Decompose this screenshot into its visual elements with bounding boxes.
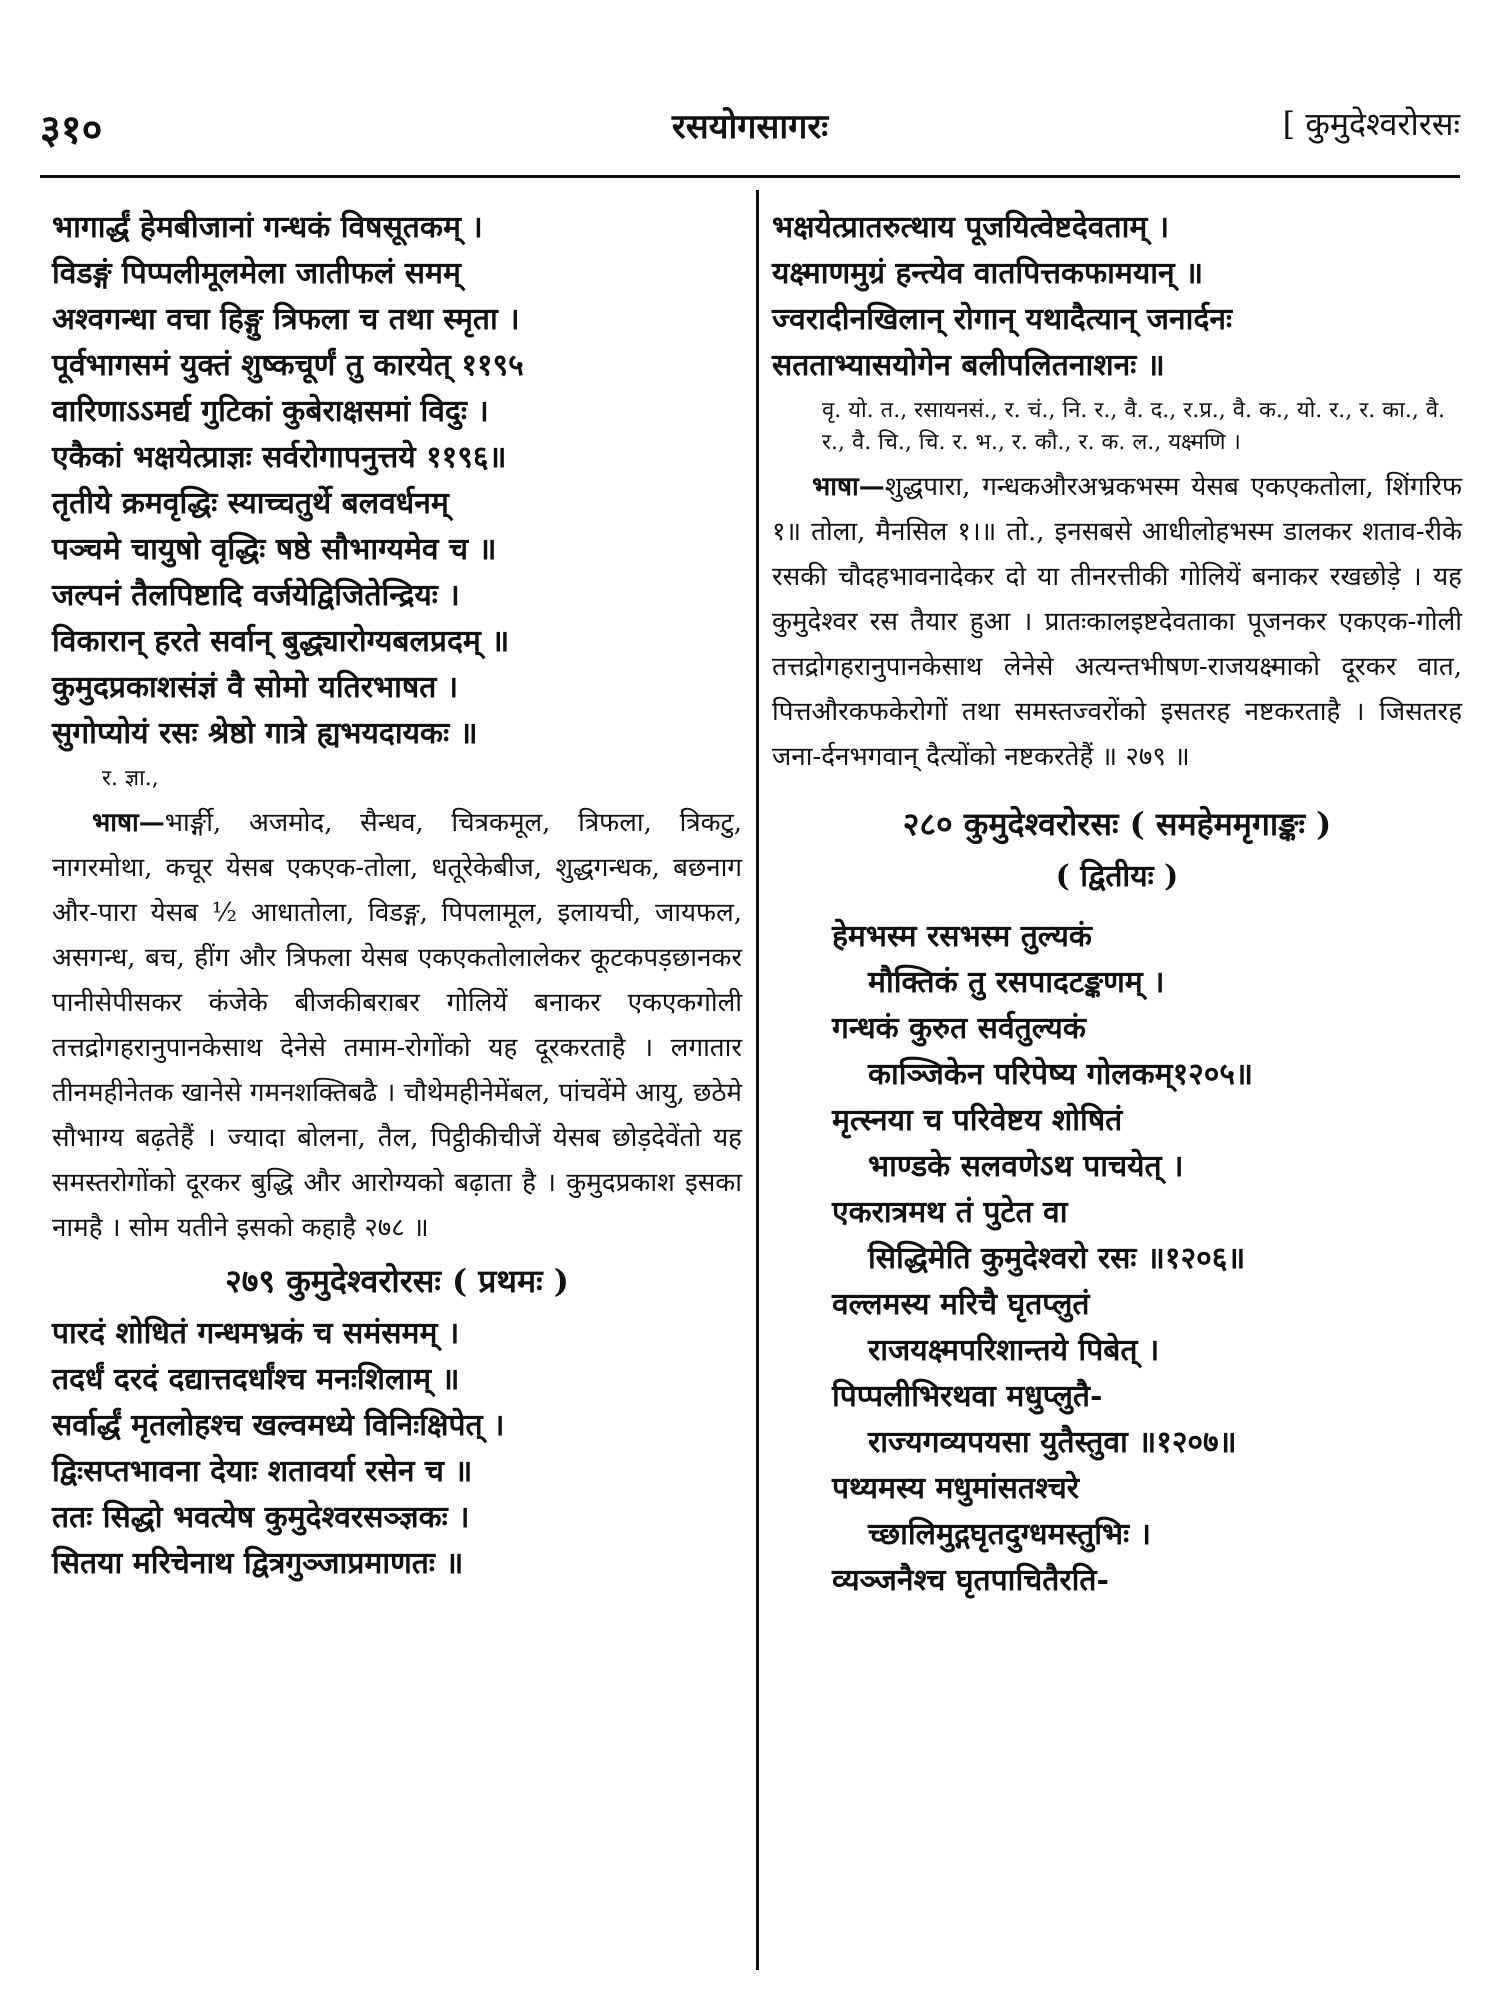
verses-block-a	[52, 205, 742, 757]
verse-line: वल्लमस्य मरिचै घृतप्लुतं	[832, 1287, 1090, 1322]
commentary-label: भाषा—	[92, 808, 165, 838]
verse-line: सर्वार्द्धं मृतलोहश्च खल्वमध्ये विनिःक्षिपेत् ।	[52, 1408, 505, 1443]
verse-line: जल्पनं तैलपिष्टादि वर्जयेद्विजितेन्द्रियः ।	[52, 578, 460, 613]
verse-line: कुमुदप्रकाशसंज्ञं वै सोमो यतिरभाषत ।	[52, 670, 459, 705]
right-column	[772, 205, 1462, 1604]
commentary-paragraph	[52, 801, 742, 1251]
verse-line: पारदं शोधितं गन्धमभ्रकं च समंसमम् ।	[52, 1316, 460, 1351]
column-divider	[756, 190, 759, 1970]
verse-line: एकरात्रमथ तं पुटेत वा	[832, 1195, 1068, 1230]
verse-line: विडङ्गं पिप्पलीमूलमेला जातीफलं समम्	[52, 256, 461, 291]
header-rule	[40, 175, 1460, 178]
verse-line: पञ्चमे चायुषो वृद्धिः षष्ठे सौभाग्यमेव च ॥	[52, 532, 497, 567]
verse-line: राजयक्ष्मपरिशान्तये पिबेत् ।	[868, 1333, 1160, 1368]
verse-line: मौक्तिकं तु रसपादटङ्कणम् ।	[868, 965, 1165, 1000]
verse-line: ततः सिद्धो भवत्येष कुमुदेश्वरसञ्ज्ञकः ।	[52, 1500, 470, 1535]
verse-line: एकैकां भक्षयेत्प्राज्ञः सर्वरोगापनुत्तये ११९६॥	[52, 440, 507, 475]
verse-line: तदर्धं दरदं दद्यात्तदर्धांश्च मनःशिलाम् ॥	[52, 1362, 460, 1397]
verse-line: सतताभ्यासयोगेन बलीपलितनाशनः ॥	[772, 348, 1165, 383]
verse-line: हेमभस्म रसभस्म तुल्यकं	[832, 919, 1092, 954]
book-title: रसयोगसागरः	[671, 107, 829, 147]
verse-line: मृत्स्नया च परिवेष्टय शोषितं	[832, 1103, 1123, 1138]
verse-line: पिप्पलीभिरथवा मधुप्लुतै-	[832, 1379, 1103, 1414]
verse-line: भक्षयेत्प्रातरुत्थाय पूजयित्वेष्टदेवताम् ।	[772, 210, 1170, 245]
verse-line: पथ्यमस्य मधुमांसतश्चरे	[832, 1471, 1080, 1506]
verse-line: भाण्डके सलवणेऽथ पाचयेत् ।	[868, 1149, 1184, 1184]
verse-line: सिद्धिमेति कुमुदेश्वरो रसः ॥१२०६॥	[868, 1241, 1246, 1276]
verse-line: वारिणाऽऽमर्द्य गुटिकां कुबेराक्षसमां विदुः ।	[52, 394, 489, 429]
recipe-subheading: ( द्वितीयः )	[1055, 859, 1179, 894]
verse-line: च्छालिमुद्गघृतदुग्धमस्तुभिः ।	[868, 1517, 1151, 1552]
verse-line: गन्धकं कुरुत सर्वतुल्यकं	[832, 1011, 1086, 1046]
verse-line: भागार्द्धं हेमबीजानां गन्धकं विषसूतकम् ।	[52, 210, 483, 245]
left-column	[52, 205, 742, 1587]
verse-line: काञ्जिकेन परिपेष्य गोलकम्१२०५॥	[868, 1057, 1253, 1092]
verse-line: अश्वगन्धा वचा हिङ्गु त्रिफला च तथा स्मृता ।	[52, 302, 520, 337]
commentary-text: भार्ङ्गी, अजमोद, सैन्धव, चित्रकमूल, त्रिफला, त्रिकटु, नागरमोथा, कचूर येसब एकएक-तोला, धतूरेकेबीज, शुद्धगन्धक, बछनाग और-पारा येसब ½ आधातोला, विडङ्ग, पिपलामूल, इलायची, जायफल, असगन्ध, बच, हींग और त्रिफला येसब एकएकतोलालेकर कूटकपड़छानकर पानीसेपीसकर कंजेके बीजकीबराबर गोलियें बनाकर एकएकगोली तत्तद्रोगहरानुपानकेसाथ देनेसे तमाम-रोगोंको यह दूरकरताहै । लगातार तीनमहीनेतक खानेसे गमनशक्तिबढै । चौथेमहीनेमेंबल, पांचवेंमे आयु, छठेमे सौभाग्य बढ़तेहैं । ज्यादा बोलना, तैल, पिट्ठीकीचीजें येसब छोड़देवेंतो यह समस्तरोगोंको दूरकर बुद्धि और आरोग्यको बढ़ाता है । कुमुदप्रकाश इसका नामहै । सोम यतीने इसको कहाहै २७८ ॥	[52, 808, 743, 1243]
source-reference: वृ. यो. त., रसायनसं., र. चं., नि. र., वै. द., र.प्र., वै. क., यो. र., र. का., वै. र., वै. चि., चि. र. भ., र. कौ., र. क. ल., यक्ष्मणि ।	[822, 398, 1446, 455]
verse-line: पूर्वभागसमं युक्तं शुष्कचूर्णं तु कारयेत् ११९५	[52, 348, 524, 383]
recipe-heading: २८० कुमुदेश्वरोरसः ( समहेममृगाङ्कः )	[902, 805, 1332, 843]
source-reference: र. ज्ञा.,	[102, 766, 159, 791]
verse-line: राज्यगव्यपयसा युतैस्तुवा ॥१२०७॥	[868, 1425, 1237, 1460]
page-header	[40, 100, 1460, 160]
page-number: ३१०	[40, 106, 103, 153]
commentary-text: शुद्धपारा, गन्धकऔरअभ्रकभस्म येसब एकएकतोला, शिंगरिफ १॥ तोला, मैनसिल १।॥ तो., इनसबसे आधीलोहभस्म डालकर शताव-रीके रसकी चौदहभावनादेकर दो या तीनरत्तीकी गोलियें बनाकर रखछोड़े । यह कुमुदेश्वर रस तैयार हुआ । प्रातःकालइष्टदेवताका पूजनकर एकएक-गोली तत्तद्रोगहरानुपानकेसाथ लेनेसे अत्यन्तभीषण-राजयक्ष्माको दूरकर वात, पित्तऔरकफकेरोगों तथा समस्तज्वरोंको इसतरह नष्टकरताहै । जिसतरह जना-र्दनभगवान् दैत्योंको नष्टकरतेहैं ॥ २७९ ॥	[772, 472, 1462, 772]
verse-line: द्विःसप्तभावना देयाः शतावर्या रसेन च ॥	[52, 1454, 473, 1489]
verses-block-b	[52, 1311, 742, 1587]
commentary-paragraph	[772, 465, 1462, 780]
recipe-heading: २७९ कुमुदेश्वरोरसः ( प्रथमः )	[225, 1262, 569, 1300]
verses-block-c	[772, 205, 1462, 389]
verse-line: सुगोप्योयं रसः श्रेष्ठो गात्रे ह्यभयदायकः ॥	[52, 716, 478, 751]
verse-line: ज्वरादीनखिलान् रोगान् यथादैत्यान् जनार्दनः	[772, 302, 1233, 337]
verse-line: सितया मरिचेनाथ द्वित्रगुञ्जाप्रमाणतः ॥	[52, 1546, 464, 1581]
verse-line: विकारान् हरते सर्वान् बुद्ध्यारोग्यबलप्रदम् ॥	[52, 624, 510, 659]
commentary-label: भाषा—	[812, 472, 885, 502]
verses-block-d	[772, 914, 1462, 1604]
verse-line: यक्ष्माणमुग्रं हन्त्येव वातपित्तकफामयान् ॥	[772, 256, 1204, 291]
verse-line: तृतीये क्रमवृद्धिः स्याच्चतुर्थे बलवर्धनम्	[52, 486, 449, 521]
running-section-title: [ कुमुदेश्वरोरसः	[1282, 105, 1460, 143]
verse-line: व्यञ्जनैश्च घृतपाचितैरति-	[832, 1563, 1109, 1598]
